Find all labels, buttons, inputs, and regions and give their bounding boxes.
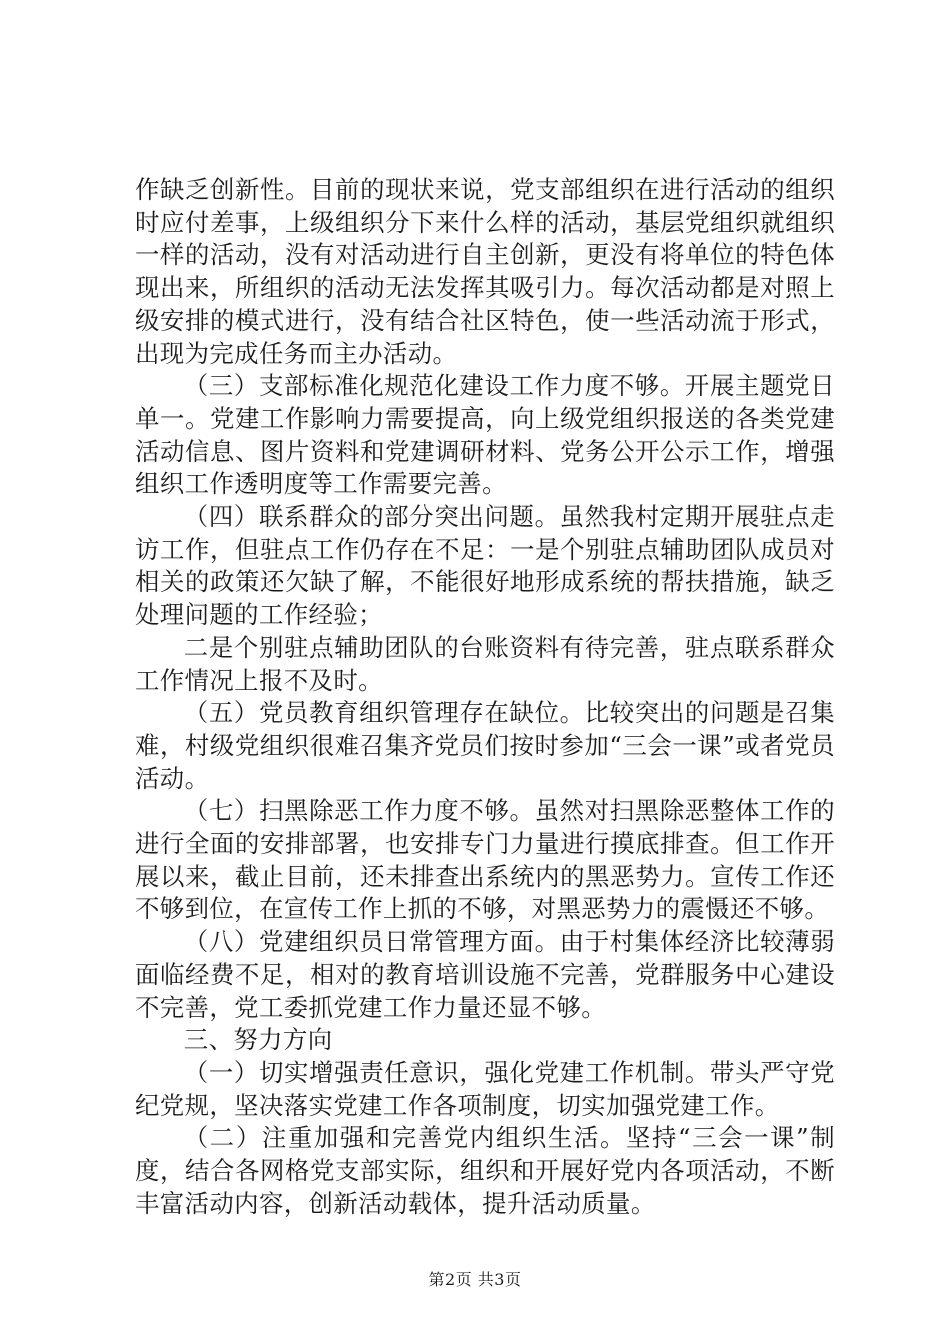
- paragraph-continuation: 作缺乏创新性。目前的现状来说，党支部组织在进行活动的组织时应付差事，上级组织分下来什么样的活动，基层党组织就组织一样的活动，没有对活动进行自主创新，更没有将单位的特色体现出来，所组织的活动无法发挥其吸引力。每次活动都是对照上级安排的模式进行，没有结合社区特色，使一些活动流于形式，出现为完成任务而主办活动。: [135, 175, 835, 368]
- page-footer: 第2页 共3页: [428, 1270, 522, 1289]
- paragraph-item-8: （八）党建组织员日常管理方面。由于村集体经济比较薄弱面临经费不足，相对的教育培训设施不完善，党群服务中心建设不完善，党工委抓党建工作力量还显不够。: [135, 927, 835, 1022]
- paragraph-direction-2: （二）注重加强和完善党内组织生活。坚持“三会一课”制度，结合各网格党支部实际，组织和开展好党内各项活动，不断丰富活动内容，创新活动载体，提升活动质量。: [135, 1123, 835, 1218]
- document-body: [135, 174, 835, 1221]
- paragraph-item-5: （五）党员教育组织管理存在缺位。比较突出的问题是召集难，村级党组织很难召集齐党员们按时参加“三会一课”或者党员活动。: [135, 698, 835, 793]
- paragraph-direction-1: （一）切实增强责任意识，强化党建工作机制。带头严守党纪党规，坚决落实党建工作各项制度，切实加强党建工作。: [135, 1057, 835, 1120]
- paragraph-item-7: （七）扫黑除恶工作力度不够。虽然对扫黑除恶整体工作的进行全面的安排部署，也安排专门力量进行摸底排查。但工作开展以来，截止目前，还未排查出系统内的黑恶势力。宣传工作还不够到位，在宣传工作上抓的不够，对黑恶势力的震慑还不够。: [135, 796, 835, 924]
- paragraph-item-4-second: 二是个别驻点辅助团队的台账资料有待完善，驻点联系群众工作情况上报不及时。: [135, 632, 835, 695]
- section-heading-direction: 三、努力方向: [183, 1025, 333, 1055]
- paragraph-item-4: （四）联系群众的部分突出问题。虽然我村定期开展驻点走访工作，但驻点工作仍存在不足：一是个别驻点辅助团队成员对相关的政策还欠缺了解，不能很好地形成系统的帮扶措施，缺乏处理问题的工作经验；: [135, 502, 835, 630]
- paragraph-item-3: （三）支部标准化规范化建设工作力度不够。开展主题党日单一。党建工作影响力需要提高，向上级党组织报送的各类党建活动信息、图片资料和党建调研材料、党务公开公示工作，增强组织工作透明度等工作需要完善。: [135, 371, 835, 499]
